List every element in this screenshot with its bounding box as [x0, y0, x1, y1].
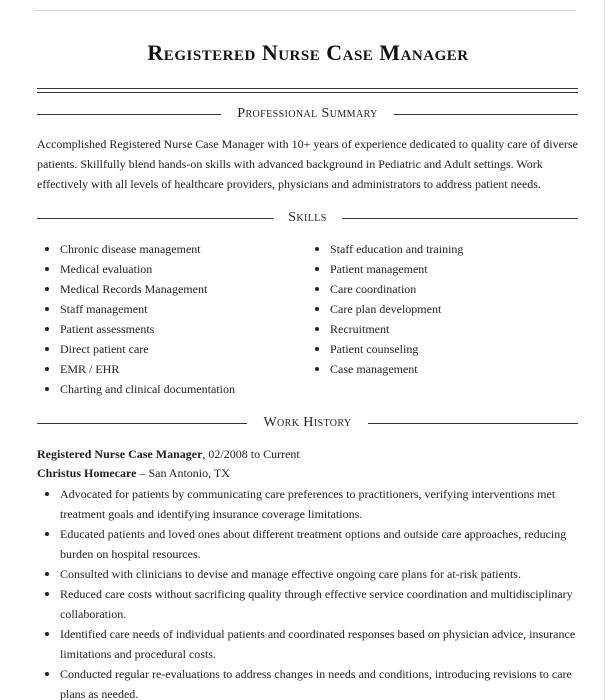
skills-heading: Skills: [288, 210, 327, 225]
bullet-icon: [45, 307, 49, 311]
bullet-icon: [45, 672, 49, 676]
skill-item: Direct patient care: [37, 340, 307, 360]
job-position: Registered Nurse Case Manager: [37, 447, 203, 461]
skill-item: Patient counseling: [307, 340, 578, 360]
skill-item: Patient assessments: [37, 320, 307, 340]
bullet-icon: [45, 632, 49, 636]
bullet-icon: [45, 572, 49, 576]
skills-list-left: [37, 240, 307, 400]
skill-item: Staff management: [37, 300, 307, 320]
skill-item: Medical Records Management: [37, 280, 307, 300]
page-right-border: [604, 0, 605, 700]
bullet-icon: [45, 387, 49, 391]
bullet-icon: [315, 287, 319, 291]
skill-item: Medical evaluation: [37, 260, 307, 280]
skill-item: Staff education and training: [307, 240, 578, 260]
bullet-icon: [45, 327, 49, 331]
summary-text: Accomplished Registered Nurse Case Manager with 10+ years of experience dedicated to quality care of diverse patients. Skillfully blend hands-on skills with advanced background in Pediatric and Adult settings. Work effectively with all levels of healthcare providers, physicians and administrators to address patient needs.: [37, 137, 578, 191]
skill-item: Care plan development: [307, 300, 578, 320]
job-company: Christus Homecare: [37, 466, 137, 480]
bullet-icon: [315, 247, 319, 251]
bullet-icon: [45, 532, 49, 536]
job-dates: , 02/2008 to Current: [202, 447, 300, 461]
bullet-icon: [45, 347, 49, 351]
bullet-icon: [45, 592, 49, 596]
duty-item: Identified care needs of individual patients and coordinated responses based on physician advice, insurance limitations and procedural costs.: [37, 624, 578, 664]
skills-section-heading: [37, 210, 578, 226]
resume-title: Registered Nurse Case Manager: [147, 40, 469, 65]
skill-item: EMR / EHR: [37, 360, 307, 380]
bullet-icon: [45, 247, 49, 251]
skill-item: Charting and clinical documentation: [37, 380, 307, 400]
skill-item: Case management: [307, 360, 578, 380]
bullet-icon: [45, 267, 49, 271]
bullet-icon: [315, 307, 319, 311]
summary-section-heading: [37, 106, 578, 122]
skill-item: Recruitment: [307, 320, 578, 340]
work-heading: Work History: [263, 415, 352, 430]
job-employer-line: [37, 464, 230, 482]
skills-list-right: [307, 240, 578, 380]
duty-item: Conducted regular re-evaluations to address changes in needs and conditions, introducing revisions to care plans as needed.: [37, 664, 578, 700]
skill-item: Patient management: [307, 260, 578, 280]
duty-item: Consulted with clinicians to devise and manage effective ongoing care plans for at-risk patients.: [37, 564, 578, 584]
bullet-icon: [315, 267, 319, 271]
skill-item: Chronic disease management: [37, 240, 307, 260]
duty-item: Reduced care costs without sacrificing quality through effective service coordination and multidisciplinary collaboration.: [37, 584, 578, 624]
skill-item: Care coordination: [307, 280, 578, 300]
job-title-line: [37, 445, 300, 463]
bullet-icon: [315, 327, 319, 331]
job-duties-list: [37, 484, 578, 700]
bullet-icon: [315, 367, 319, 371]
work-section-heading: [37, 415, 578, 431]
page-top-border: [34, 10, 576, 11]
bullet-icon: [315, 347, 319, 351]
bullet-icon: [45, 287, 49, 291]
bullet-icon: [45, 492, 49, 496]
duty-item: Advocated for patients by communicating care preferences to practitioners, verifying interventions met treatment goals and identifying insurance coverage limitations.: [37, 484, 578, 524]
bullet-icon: [45, 367, 49, 371]
job-location: – San Antonio, TX: [136, 466, 230, 480]
duty-item: Educated patients and loved ones about different treatment options and outside care approaches, reducing burden on hospital resources.: [37, 524, 578, 564]
summary-heading: Professional Summary: [237, 106, 378, 121]
title-divider: [37, 88, 578, 93]
